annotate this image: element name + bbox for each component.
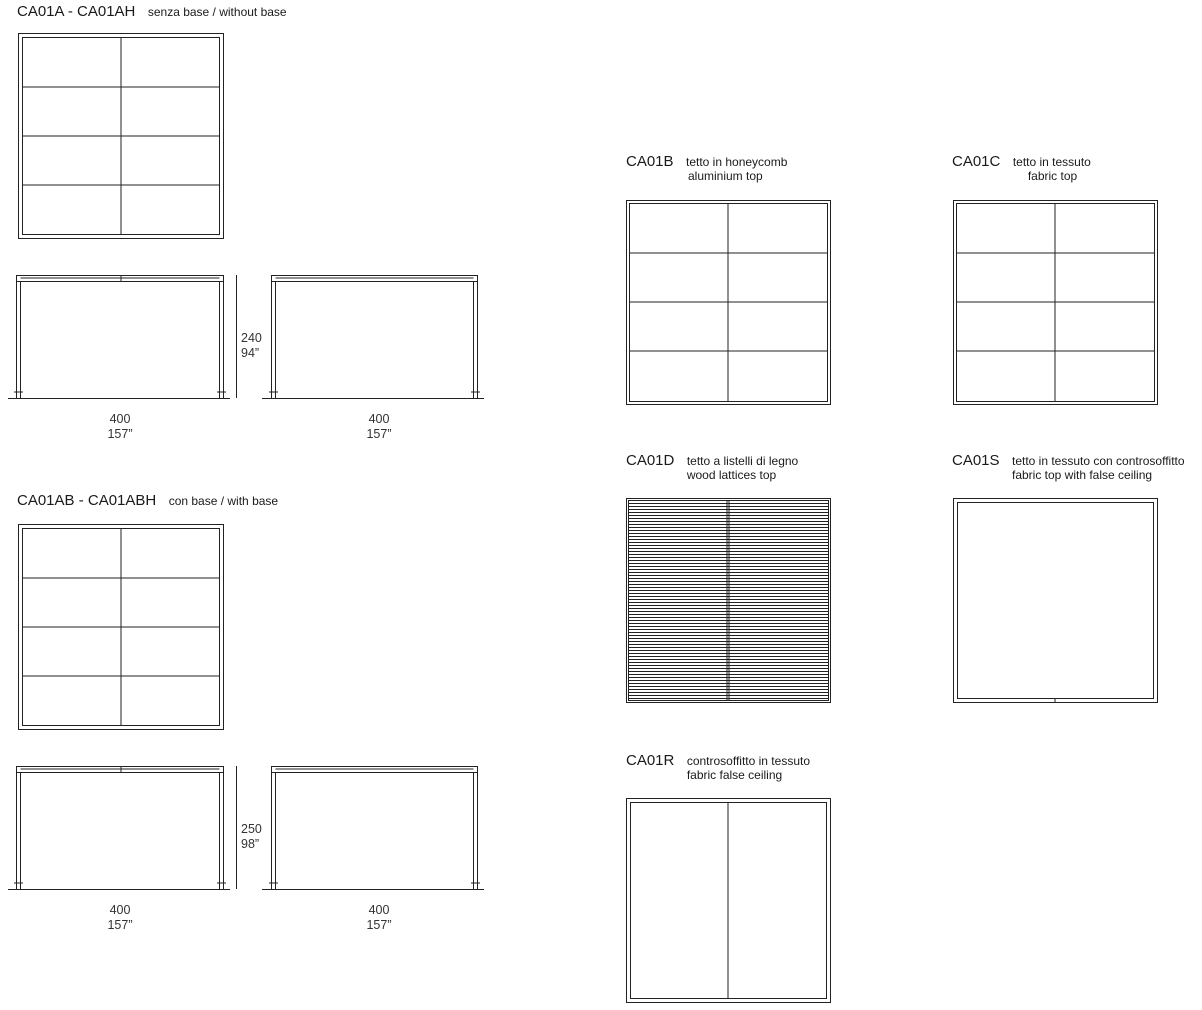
group-a-side-elevation (262, 276, 484, 399)
variant-d-plan-view (627, 499, 831, 703)
variant-c-code: CA01C (952, 153, 1001, 170)
group-ab-width1-cm: 400 (109, 903, 131, 917)
group-a-height-cm: 240 (241, 331, 262, 345)
group-a-plan-view (19, 34, 224, 239)
variant-c-desc-en: fabric top (1027, 169, 1078, 183)
group-ab-front-elevation (8, 767, 230, 890)
group-ab-description: con base / with base (168, 494, 279, 508)
group-a-description: senza base / without base (147, 5, 287, 19)
variant-s-plan-view (954, 499, 1158, 703)
variant-c-plan-view (954, 201, 1158, 405)
variant-s-code: CA01S (952, 452, 1000, 469)
variant-c-desc-it: tetto in tessuto (1012, 155, 1091, 169)
group-ab-height-in: 98” (241, 837, 260, 851)
group-a-width2-in: 157” (366, 427, 392, 441)
variant-r-desc-en: fabric false ceiling (686, 768, 783, 782)
variant-d-desc-it: tetto a listelli di legno (686, 454, 799, 468)
group-ab-side-elevation (262, 767, 484, 890)
variant-r-desc-it: controsoffitto in tessuto (686, 754, 810, 768)
group-a-front-elevation (8, 276, 230, 399)
group-a-width1-cm: 400 (109, 412, 131, 426)
group-a-height-in: 94” (241, 346, 260, 360)
variant-r-code: CA01R (626, 752, 675, 769)
group-ab-height-cm: 250 (241, 822, 262, 836)
variant-d-desc-en: wood lattices top (686, 468, 777, 482)
variant-b-desc-it: tetto in honeycomb (685, 155, 788, 169)
variant-b-desc-en: aluminium top (687, 169, 763, 183)
group-ab-width2-cm: 400 (368, 903, 390, 917)
variant-d-code: CA01D (626, 452, 675, 469)
group-ab-code: CA01AB - CA01ABH (17, 492, 157, 509)
group-ab-width1-in: 157” (107, 918, 133, 932)
variant-r-plan-view (627, 799, 831, 1003)
group-a-width2-cm: 400 (368, 412, 390, 426)
variant-b-plan-view (627, 201, 831, 405)
group-a-code: CA01A - CA01AH (17, 3, 136, 20)
variant-s-desc-it: tetto in tessuto con controsoffitto (1011, 454, 1185, 468)
group-ab-plan-view (19, 525, 224, 730)
variant-s-desc-en: fabric top with false ceiling (1011, 468, 1153, 482)
group-a-width1-in: 157” (107, 427, 133, 441)
variant-b-code: CA01B (626, 153, 674, 170)
group-ab-width2-in: 157” (366, 918, 392, 932)
